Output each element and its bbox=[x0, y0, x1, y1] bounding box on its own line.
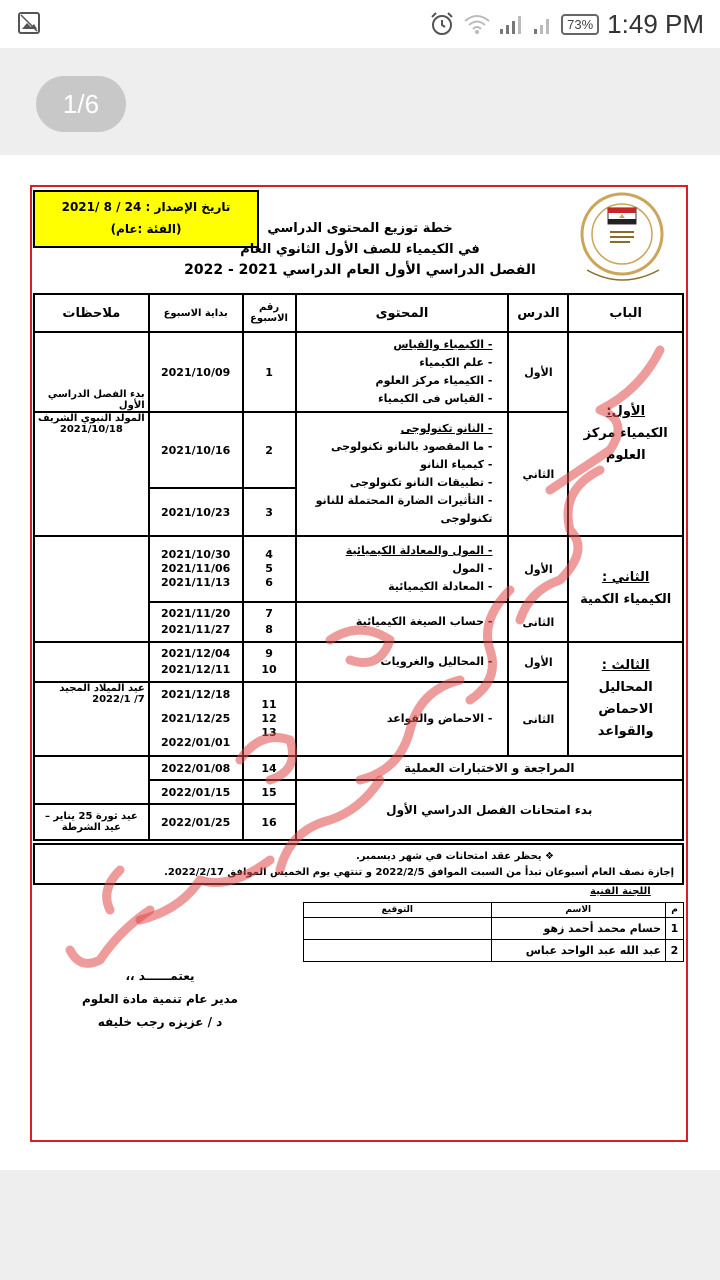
lesson-cell: الثاني bbox=[508, 412, 568, 536]
lesson-cell: الثانى bbox=[508, 602, 568, 642]
content-list bbox=[300, 542, 505, 596]
committee-number: 1 bbox=[666, 918, 684, 940]
list-item: - حساب الصيغة الكيميائية bbox=[300, 613, 493, 631]
week-number: 9 bbox=[265, 647, 273, 660]
week-date: 2021/11/13 bbox=[161, 576, 231, 589]
committee-table bbox=[303, 902, 684, 962]
bab-2-cell bbox=[568, 536, 683, 642]
week-date: 2021/11/27 bbox=[161, 623, 231, 636]
lesson-cell: الأول bbox=[508, 536, 568, 602]
week-date: 2021/10/23 bbox=[149, 488, 243, 536]
content-cell bbox=[296, 682, 509, 756]
content-cell bbox=[296, 602, 509, 642]
content-cell bbox=[296, 412, 509, 536]
content-cell bbox=[296, 642, 509, 682]
committee-header-row bbox=[304, 903, 684, 918]
week-number: 6 bbox=[265, 576, 273, 589]
committee-signature bbox=[304, 940, 492, 962]
week-number: 1 bbox=[243, 332, 296, 412]
note-cell bbox=[34, 756, 149, 804]
committee-header-m: م bbox=[666, 903, 684, 918]
header-week-start: بداية الاسبوع bbox=[149, 294, 243, 332]
ministry-logo-icon bbox=[575, 190, 669, 284]
category-label: (الفئة :عام) bbox=[110, 222, 182, 236]
note-cell: المولد النبوي الشريف 2021/10/18 bbox=[34, 412, 149, 536]
document-title bbox=[180, 218, 540, 281]
note-cell bbox=[34, 536, 149, 642]
week-date: 2022/01/25 bbox=[149, 804, 243, 840]
bab-3-cell bbox=[568, 642, 683, 756]
page-indicator: 1/6 bbox=[36, 76, 126, 132]
week-dates bbox=[149, 602, 243, 642]
list-item: - الكيمياء مركز العلوم bbox=[300, 372, 493, 390]
list-item: - الاحماض والقواعد bbox=[300, 710, 493, 728]
week-number: 15 bbox=[243, 780, 296, 804]
title-line-2: في الكيمياء للصف الأول الثانوي العام bbox=[240, 242, 480, 257]
table-row bbox=[304, 940, 684, 962]
list-item: - ما المقصود بالنانو تكنولوجى bbox=[300, 438, 493, 456]
week-date: 2022/01/08 bbox=[149, 756, 243, 780]
bab-1-label: الأول: bbox=[606, 404, 646, 419]
note-cell bbox=[34, 682, 149, 756]
week-dates bbox=[149, 682, 243, 756]
list-item: - المعادلة الكيميائية bbox=[300, 578, 493, 596]
week-number: 3 bbox=[243, 488, 296, 536]
note-cell: بدء الفصل الدراسي الأول bbox=[34, 332, 149, 412]
committee-name: حسام محمد أحمد زهو bbox=[491, 918, 666, 940]
note-cell: عيد ثورة 25 يناير – عيد الشرطة bbox=[34, 804, 149, 840]
week-number: 8 bbox=[265, 623, 273, 636]
bab-2-name: الكيمياء الكمية bbox=[580, 592, 672, 607]
list-item: - تطبيقات النانو تكنولوجى bbox=[300, 474, 493, 492]
header-notes: ملاحظات bbox=[34, 294, 149, 332]
header-dars: الدرس bbox=[508, 294, 568, 332]
list-item: - المحاليل والغرويات bbox=[300, 653, 493, 671]
list-item: - الكيمياء والقياس bbox=[300, 336, 493, 354]
week-number: 13 bbox=[261, 726, 277, 739]
review-cell: المراجعة و الاختبارات العملية bbox=[296, 756, 683, 780]
list-item: - التأثيرات الضارة المحتملة للنانو تكنولوجى bbox=[300, 492, 493, 528]
week-number: 2 bbox=[243, 412, 296, 488]
committee-signature bbox=[304, 918, 492, 940]
content-list bbox=[300, 336, 505, 408]
plan-table bbox=[33, 293, 684, 841]
week-dates bbox=[149, 536, 243, 602]
table-row bbox=[34, 642, 683, 682]
lesson-cell: الأول bbox=[508, 332, 568, 412]
week-number: 11 bbox=[261, 698, 277, 711]
week-date: 2021/10/30 bbox=[161, 548, 231, 561]
committee-header-sign: التوقيع bbox=[304, 903, 492, 918]
lesson-cell: الأول bbox=[508, 642, 568, 682]
week-date: 2021/12/18 bbox=[161, 688, 231, 701]
approval-text: يعتمــــــد ،، bbox=[125, 969, 195, 983]
week-number: 10 bbox=[261, 663, 277, 676]
content-list bbox=[300, 420, 505, 528]
exams-cell: بدء امتحانات الفصل الدراسي الأول bbox=[296, 780, 683, 840]
week-number: 14 bbox=[243, 756, 296, 780]
table-row bbox=[34, 332, 683, 412]
week-number: 12 bbox=[261, 712, 277, 725]
week-dates bbox=[149, 642, 243, 682]
week-date: 2021/10/09 bbox=[149, 332, 243, 412]
week-date: 2021/11/06 bbox=[161, 562, 231, 575]
note-line-1: ❖ يحظر عقد امتحانات في شهر ديسمبر. bbox=[356, 851, 554, 862]
committee-title: اللجنة الفنية bbox=[590, 886, 651, 897]
week-date: 2021/12/11 bbox=[161, 663, 231, 676]
week-numbers bbox=[243, 602, 296, 642]
header-content: المحتوى bbox=[296, 294, 509, 332]
approval-block bbox=[60, 965, 260, 1034]
week-number: 7 bbox=[265, 607, 273, 620]
week-numbers bbox=[243, 682, 296, 756]
title-line-1: خطة توزيع المحتوى الدراسي bbox=[267, 221, 453, 236]
bab-1-cell bbox=[568, 332, 683, 536]
list-item: - المول والمعادلة الكيميائية bbox=[300, 542, 493, 560]
bab-2-label: الثاني : bbox=[602, 570, 650, 585]
list-item: - المول bbox=[300, 560, 493, 578]
bab-3-label: الثالث : bbox=[601, 658, 650, 673]
clock: 1:49 PM bbox=[607, 8, 704, 39]
committee-number: 2 bbox=[666, 940, 684, 962]
lesson-cell: الثانى bbox=[508, 682, 568, 756]
note-text: عيد الميلاد المجيد bbox=[59, 683, 145, 694]
week-date: 2021/11/20 bbox=[161, 607, 231, 620]
battery-indicator: 73% bbox=[561, 14, 599, 35]
note-line-2: إجازة نصف العام أسبوعان تبدأ من السبت الموافق 2022/2/5 و تنتهي يوم الخميس الموافق 2022/2/17. bbox=[164, 867, 674, 878]
committee-name: عبد الله عبد الواحد عباس bbox=[491, 940, 666, 962]
content-cell bbox=[296, 536, 509, 602]
table-row bbox=[304, 918, 684, 940]
header-week-no: رقم الاسبوع bbox=[243, 294, 296, 332]
content-cell bbox=[296, 332, 509, 412]
week-date: 2021/12/25 bbox=[161, 712, 231, 725]
bab-3-name: المحاليل الاحماض والقواعد bbox=[597, 680, 654, 739]
week-numbers bbox=[243, 642, 296, 682]
manager-title: مدير عام تنمية مادة العلوم bbox=[82, 992, 238, 1006]
week-date: 2022/01/15 bbox=[149, 780, 243, 804]
week-number: 16 bbox=[243, 804, 296, 840]
title-line-3: الفصل الدراسي الأول العام الدراسي 2021 - 2022 bbox=[184, 262, 536, 278]
table-row bbox=[34, 536, 683, 602]
table-row bbox=[34, 756, 683, 780]
week-number: 5 bbox=[265, 562, 273, 575]
note-cell bbox=[34, 642, 149, 682]
list-item: - النانو تكنولوجى bbox=[300, 420, 493, 438]
list-item: - القياس فى الكيمياء bbox=[300, 390, 493, 408]
header-bab: الباب bbox=[568, 294, 683, 332]
bab-1-name: الكيمياء مركز العلوم bbox=[583, 426, 668, 463]
issue-date: تاريخ الإصدار : 24 / 8 /2021 bbox=[61, 200, 231, 214]
week-date: 2021/10/16 bbox=[149, 412, 243, 488]
week-number: 4 bbox=[265, 548, 273, 561]
week-date: 2022/01/01 bbox=[161, 736, 231, 749]
notes-box bbox=[33, 843, 684, 885]
week-date: 2021/12/04 bbox=[161, 647, 231, 660]
table-header-row bbox=[34, 294, 683, 332]
week-numbers bbox=[243, 536, 296, 602]
manager-name: د / عزيزه رجب خليفه bbox=[97, 1015, 223, 1029]
list-item: - علم الكيمياء bbox=[300, 354, 493, 372]
list-item: - كيمياء النانو bbox=[300, 456, 493, 474]
committee-header-name: الاسم bbox=[491, 903, 666, 918]
note-text: 7/ 2022/1 bbox=[92, 694, 145, 705]
